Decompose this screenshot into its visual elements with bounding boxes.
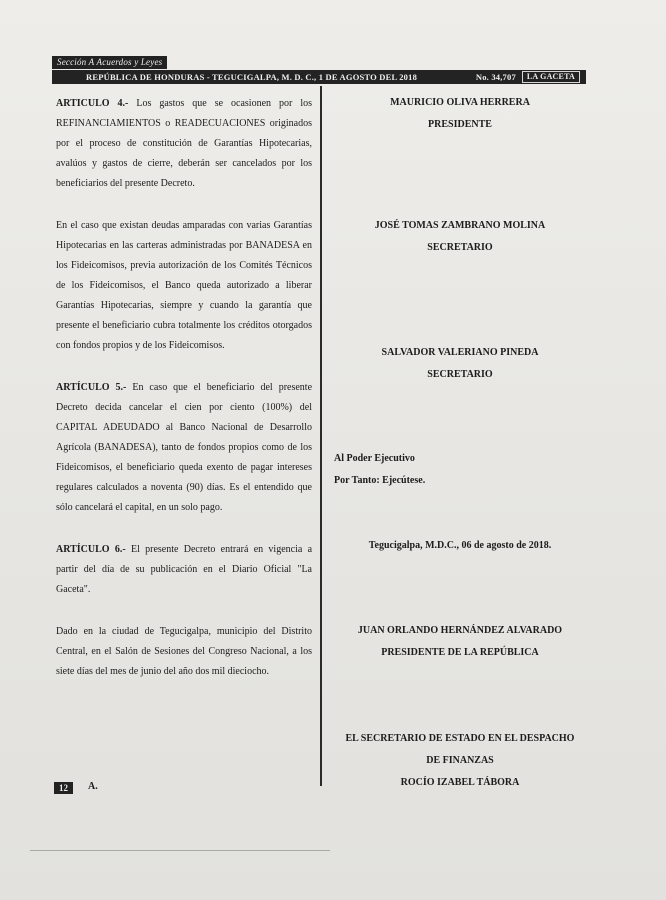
secretary-office-line-1: EL SECRETARIO DE ESTADO EN EL DESPACHO	[345, 733, 575, 744]
al-poder-ejecutivo: Al Poder Ejecutivo	[334, 453, 415, 464]
signatory-name: MAURICIO OLIVA HERRERA	[390, 97, 530, 108]
masthead-text: REPÚBLICA DE HONDURAS - TEGUCIGALPA, M. D. C., 1 DE AGOSTO DEL 2018	[86, 72, 418, 82]
section-letter: A.	[88, 781, 98, 792]
article-6-paragraph	[56, 540, 312, 600]
masthead-right	[468, 70, 580, 84]
dado-paragraph: Dado en la ciudad de Tegucigalpa, municipio del Distrito Central, en el Salón de Sesiones del Congreso Nacional, a los siete días del mes de junio del año dos mil dieciocho.	[56, 626, 312, 677]
secretary-office-line-2: DE FINANZAS	[426, 755, 494, 766]
gazette-logo: LA GACETA	[522, 71, 580, 83]
article-4-paragraph-2: En el caso que existan deudas amparadas con varias Garantías Hipotecarias en las carteras administradas por BANADESA en los Fideicomisos, previa autorización de los Comités Técnicos de los Fideicomisos, el Banco queda autorizado a liberar Garantías Hipotecarias, siempre y cuando la garantía que presente el beneficiario cubra totalmente los créditos otorgados con fondos propios y de los Fideicomisos.	[56, 220, 312, 351]
signature-block-5	[330, 728, 590, 794]
executive-order	[334, 448, 590, 492]
article-5-paragraph	[56, 378, 312, 518]
article-6-text: El presente Decreto entrará en vigencia a partir del día de su publicación en el Diario Oficial "La Gaceta".	[56, 544, 313, 595]
scan-artifact-line	[30, 850, 330, 851]
article-4-heading: ARTICULO 4.-	[56, 98, 129, 109]
page-number: 12	[54, 782, 73, 794]
por-tanto: Por Tanto: Ejecútese.	[334, 475, 426, 486]
signature-block-2	[330, 215, 590, 259]
signature-block-4	[330, 620, 590, 664]
article-4-text: Los gastos que se ocasionen por los REFINANCIAMIENTOS o READECUACIONES originados por el proceso de constitución de Garantías Hipotecarias, avalúos y gastos de cierre, deberán ser cancelados por los beneficiarios del presente Decreto.	[56, 98, 312, 189]
signatory-name: ROCÍO IZABEL TÁBORA	[400, 777, 520, 788]
signatory-title: PRESIDENTE	[428, 119, 492, 130]
article-5-heading: ARTÍCULO 5.-	[56, 382, 127, 393]
masthead-bar	[52, 70, 586, 84]
signatory-name: JOSÉ TOMAS ZAMBRANO MOLINA	[374, 220, 546, 231]
signatory-title: PRESIDENTE DE LA REPÚBLICA	[381, 647, 539, 658]
signatory-name: SALVADOR VALERIANO PINEDA	[381, 347, 539, 358]
date-line: Tegucigalpa, M.D.C., 06 de agosto de 2018.	[368, 540, 552, 551]
signature-block-1	[330, 92, 590, 136]
signatory-title: SECRETARIO	[427, 242, 493, 253]
article-6-heading: ARTÍCULO 6.-	[56, 544, 126, 555]
section-tag: Sección A Acuerdos y Leyes	[52, 56, 167, 69]
signatory-title: SECRETARIO	[427, 369, 493, 380]
issue-number: No. 34,707	[475, 72, 516, 82]
article-4-paragraph	[56, 94, 312, 194]
article-5-text: En caso que el beneficiario del presente Decreto decida cancelar el cien por ciento (100%) del CAPITAL ADEUDADO al Banco Nacional de Desarrollo Agrícola (BANADESA), tanto de fondos propios como de los Fideicomisos, el beneficiario queda exento de pagar intereses regulares calculados a noventa (90) días. Es el entendido que sólo cancelará el capital, en un solo pago.	[56, 382, 313, 513]
column-divider	[320, 86, 322, 786]
signatory-name: JUAN ORLANDO HERNÁNDEZ ALVARADO	[357, 625, 563, 636]
left-column	[56, 94, 312, 682]
signature-block-3	[330, 342, 590, 386]
